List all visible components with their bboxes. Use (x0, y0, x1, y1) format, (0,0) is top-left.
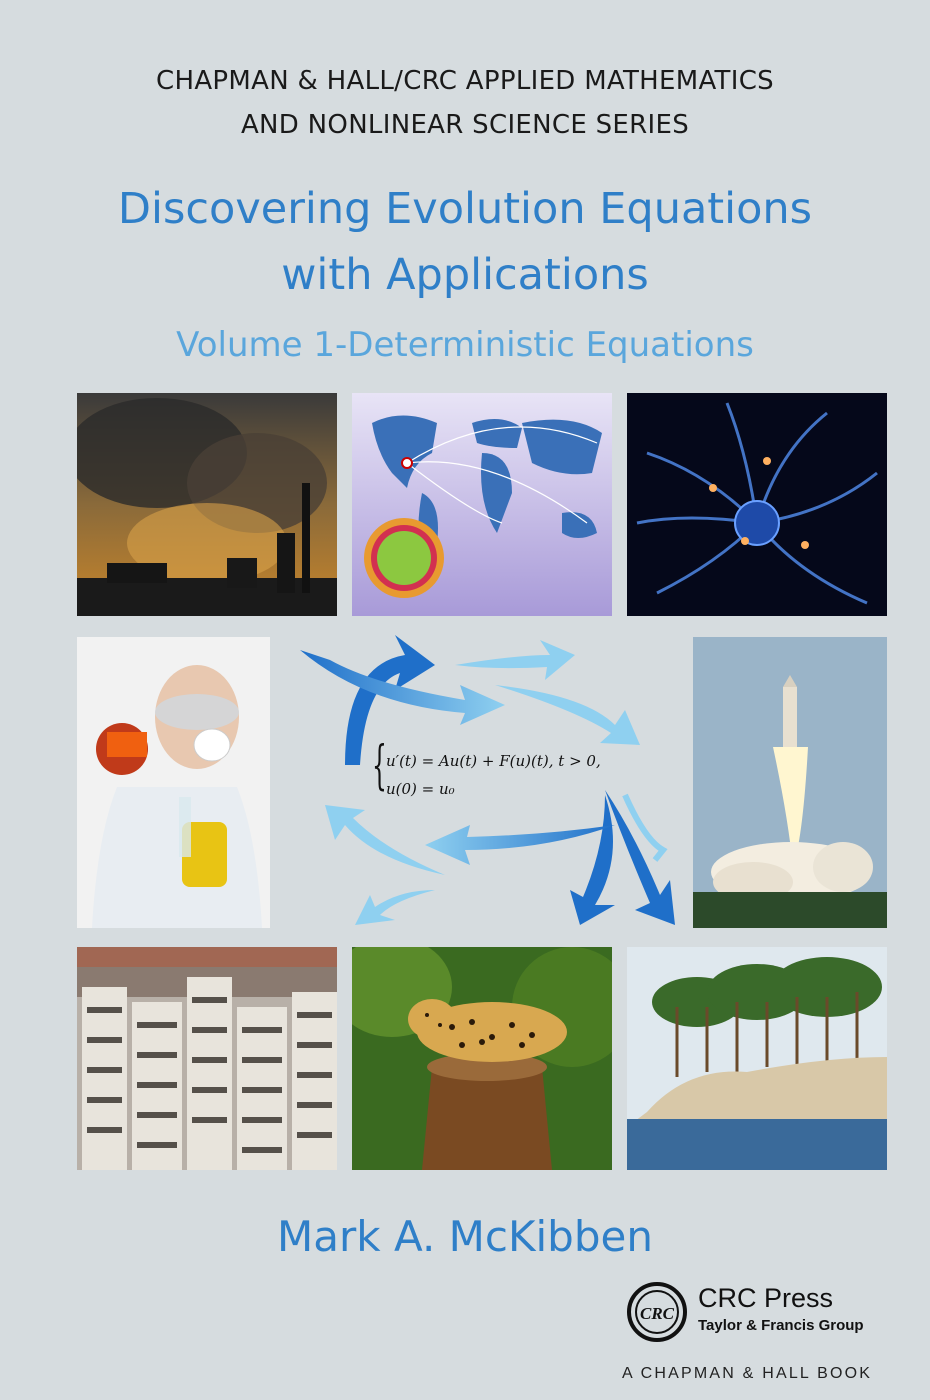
evolution-equation (372, 736, 642, 810)
equation-brace: { (372, 736, 387, 796)
photo-shuttle-launch (693, 637, 887, 928)
photo-leopard (352, 947, 612, 1170)
crc-logo-text: CRC (639, 1304, 675, 1323)
publisher-name: CRC Press (698, 1283, 834, 1313)
photo-chemist (77, 637, 270, 928)
crc-logo-icon (624, 1279, 690, 1345)
book-subtitle: Volume 1-Deterministic Equations (176, 325, 754, 365)
book-title-line-2: with Applications (281, 250, 649, 300)
publisher-block (624, 1275, 924, 1385)
photo-factory-smoke (77, 393, 337, 616)
series-title-line-1: CHAPMAN & HALL/CRC APPLIED MATHEMATICS (156, 66, 774, 96)
photo-world-map-virus (352, 393, 612, 616)
photo-city-buildings (77, 947, 337, 1170)
publisher-group: Taylor & Francis Group (698, 1317, 864, 1334)
book-title-line-1: Discovering Evolution Equations (117, 184, 813, 234)
author-name: Mark A. McKibben (277, 1212, 653, 1261)
publisher-book-line: A CHAPMAN & HALL BOOK (622, 1365, 873, 1382)
equation-row-2: u(0) = u₀ (386, 780, 455, 798)
photo-neuron (627, 393, 887, 616)
series-title-line-2: AND NONLINEAR SCIENCE SERIES (240, 110, 690, 140)
photo-coast-forest (627, 947, 887, 1170)
equation-row-1: u′(t) = Au(t) + F(u)(t), t > 0, (386, 752, 601, 770)
